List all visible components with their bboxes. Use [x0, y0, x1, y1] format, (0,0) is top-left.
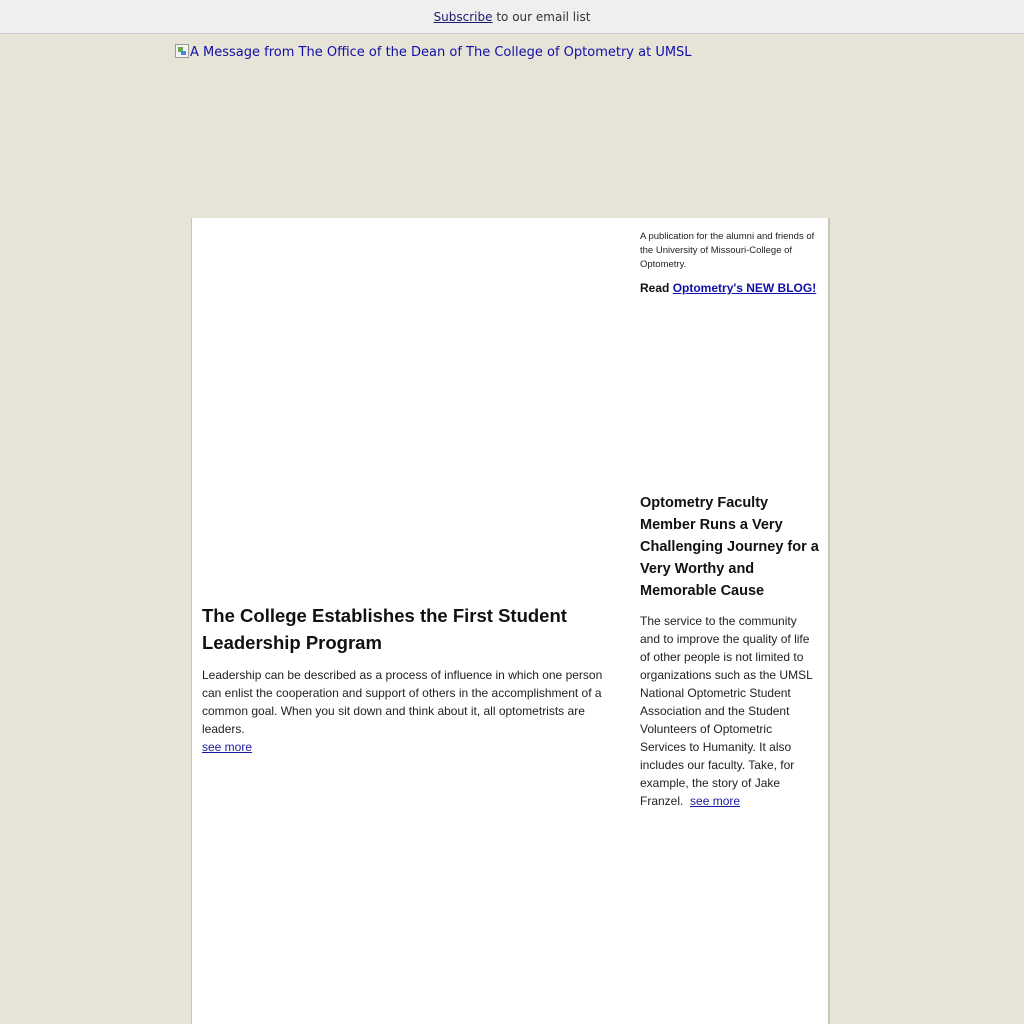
publication-description: A publication for the alumni and friends of the University of Missouri-College of Optometry.: [640, 231, 815, 270]
side-article-body: [640, 612, 820, 810]
broken-image-icon: [175, 44, 189, 58]
blog-link[interactable]: Optometry's NEW BLOG!: [672, 281, 817, 295]
main-article-see-more-link[interactable]: see more: [202, 740, 253, 754]
main-article: [202, 602, 618, 756]
main-article-title: The College Establishes the First Student Leadership Program: [202, 605, 567, 653]
main-article-text: Leadership can be described as a process of influence in which one person can enlist the cooperation and support of others in the accomplishment of a common goal. When you sit down and think about it, all optometrists are leaders.: [202, 668, 603, 736]
sidebar: [640, 230, 820, 295]
subscribe-bar: [0, 0, 1024, 34]
side-article: [640, 492, 820, 810]
blog-line: [640, 281, 820, 295]
newsletter-content: [191, 218, 830, 1024]
side-article-see-more-link[interactable]: see more: [690, 794, 741, 808]
side-article-text: The service to the community and to improve the quality of life of other people is not limited to organizations such as the UMSL National Optometric Student Association and the Student Volunteers of Optometric Services to Humanity. It also includes our faculty. Take, for example, the story of Jake Franzel.: [640, 614, 813, 808]
header-image-alt-text: A Message from The Office of the Dean of The College of Optometry at UMSL: [190, 45, 692, 60]
side-article-title: Optometry Faculty Member Runs a Very Challenging Journey for a Very Worthy and Memorable Cause: [640, 495, 819, 599]
main-article-body: [202, 666, 618, 756]
subscribe-link[interactable]: Subscribe: [433, 10, 493, 24]
blog-prefix: Read: [640, 281, 673, 295]
header-image[interactable]: [175, 44, 692, 60]
subscribe-text: to our email list: [492, 10, 591, 24]
